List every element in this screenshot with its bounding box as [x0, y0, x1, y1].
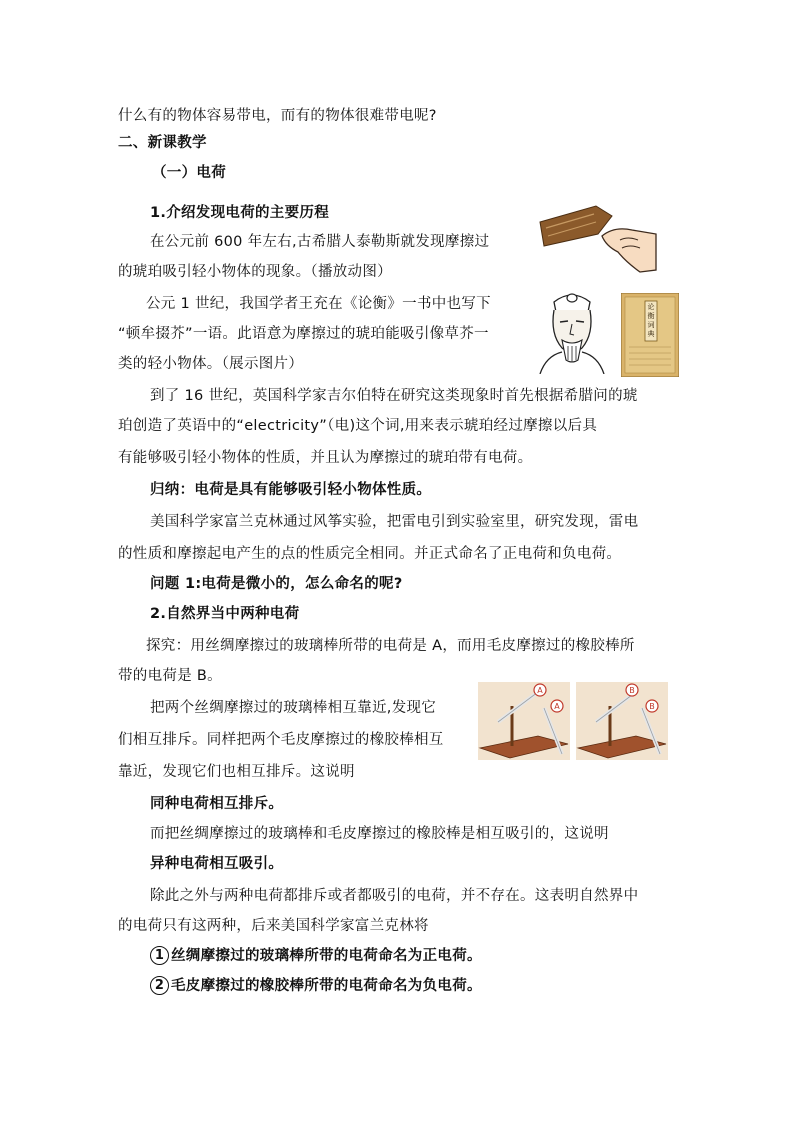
book-title-char-1: 论 [647, 303, 655, 311]
amber-hand-illustration [536, 200, 660, 278]
book-title-char-3: 词 [647, 321, 655, 329]
glass-rod-experiment-a [478, 682, 570, 760]
history-p3-line2: 珀创造了英语中的“electricity”（电)这个词,用来表示琥珀经过摩擦以后具 [118, 418, 598, 434]
intro-line: 什么有的物体容易带电，而有的物体很难带电呢? [118, 108, 437, 124]
wang-chong-portrait [532, 290, 612, 374]
history-heading: 1.介绍发现电荷的主要历程 [150, 205, 329, 221]
naming-item-2 [150, 976, 482, 996]
charge-label-b-2: B [649, 702, 655, 711]
repel-p-line3: 靠近，发现它们也相互排斥。这说明 [118, 764, 355, 780]
history-p2-line2: “顿牟掇芥”一语。此语意为摩擦过的琥珀能吸引像草芥一 [118, 326, 489, 342]
repel-p-line2: 们相互排斥。同样把两个毛皮摩擦过的橡胶棒相互 [118, 732, 444, 748]
explore-line1: 探究：用丝绸摩擦过的玻璃棒所带的电荷是 A，而用毛皮摩擦过的橡胶棒所 [146, 638, 635, 654]
history-p3-line3: 有能够吸引轻小物体的性质，并且认为摩擦过的琥珀带有电荷。 [118, 450, 533, 466]
conclusion-same-repel: 同种电荷相互排斥。 [150, 796, 284, 812]
circled-number-1: 1 [150, 946, 169, 965]
rubber-rod-experiment-b [576, 682, 668, 760]
history-p3-line1: 到了 16 世纪，英国科学家吉尔伯特在研究这类现象时首先根据希腊问的琥 [150, 388, 638, 404]
history-p1-line2: 的琥珀吸引轻小物体的现象。（播放动图） [118, 264, 392, 280]
naming-item-1-text: 丝绸摩擦过的玻璃棒所带的电荷命名为正电荷。 [171, 948, 482, 964]
attract-p: 而把丝绸摩擦过的玻璃棒和毛皮摩擦过的橡胶棒是相互吸引的，这说明 [150, 826, 609, 842]
charge-label-a-2: A [554, 702, 560, 711]
circled-number-2: 2 [150, 976, 169, 995]
question-1: 问题 1:电荷是微小的，怎么命名的呢? [150, 576, 403, 592]
only-two-line1: 除此之外与两种电荷都排斥或者都吸引的电荷，并不存在。这表明自然界中 [150, 888, 639, 904]
naming-item-1 [150, 946, 482, 966]
two-kinds-heading: 2.自然界当中两种电荷 [150, 606, 300, 622]
history-p4-line1: 美国科学家富兰克林通过风筝实验，把雷电引到实验室里，研究发现，雷电 [150, 514, 639, 530]
explore-line2: 带的电荷是 B。 [118, 668, 222, 684]
lunheng-book-cover [621, 293, 679, 377]
book-title-char-2: 衡 [647, 312, 655, 320]
naming-item-2-text: 毛皮摩擦过的橡胶棒所带的电荷命名为负电荷。 [171, 978, 482, 994]
book-title-char-4: 典 [647, 330, 655, 338]
subsection-heading: （一）电荷 [152, 165, 226, 181]
history-p1-line1: 在公元前 600 年左右,古希腊人泰勒斯就发现摩擦过 [150, 234, 490, 250]
history-p2-line1: 公元 1 世纪，我国学者王充在《论衡》一书中也写下 [146, 296, 491, 312]
repel-p-line1: 把两个丝绸摩擦过的玻璃棒相互靠近,发现它 [150, 700, 437, 716]
charge-label-b-1: B [629, 686, 635, 695]
charge-label-a-1: A [537, 686, 543, 695]
history-summary: 归纳：电荷是具有能够吸引轻小物体性质。 [150, 482, 432, 498]
history-p4-line2: 的性质和摩擦起电产生的点的性质完全相同。并正式命名了正电荷和负电荷。 [118, 546, 622, 562]
conclusion-diff-attract: 异种电荷相互吸引。 [150, 856, 284, 872]
history-p2-line3: 类的轻小物体。（展示图片） [118, 356, 304, 372]
only-two-line2: 的电荷只有这两种，后来美国科学家富兰克林将 [118, 918, 429, 934]
section-heading: 二、新课教学 [118, 135, 207, 151]
